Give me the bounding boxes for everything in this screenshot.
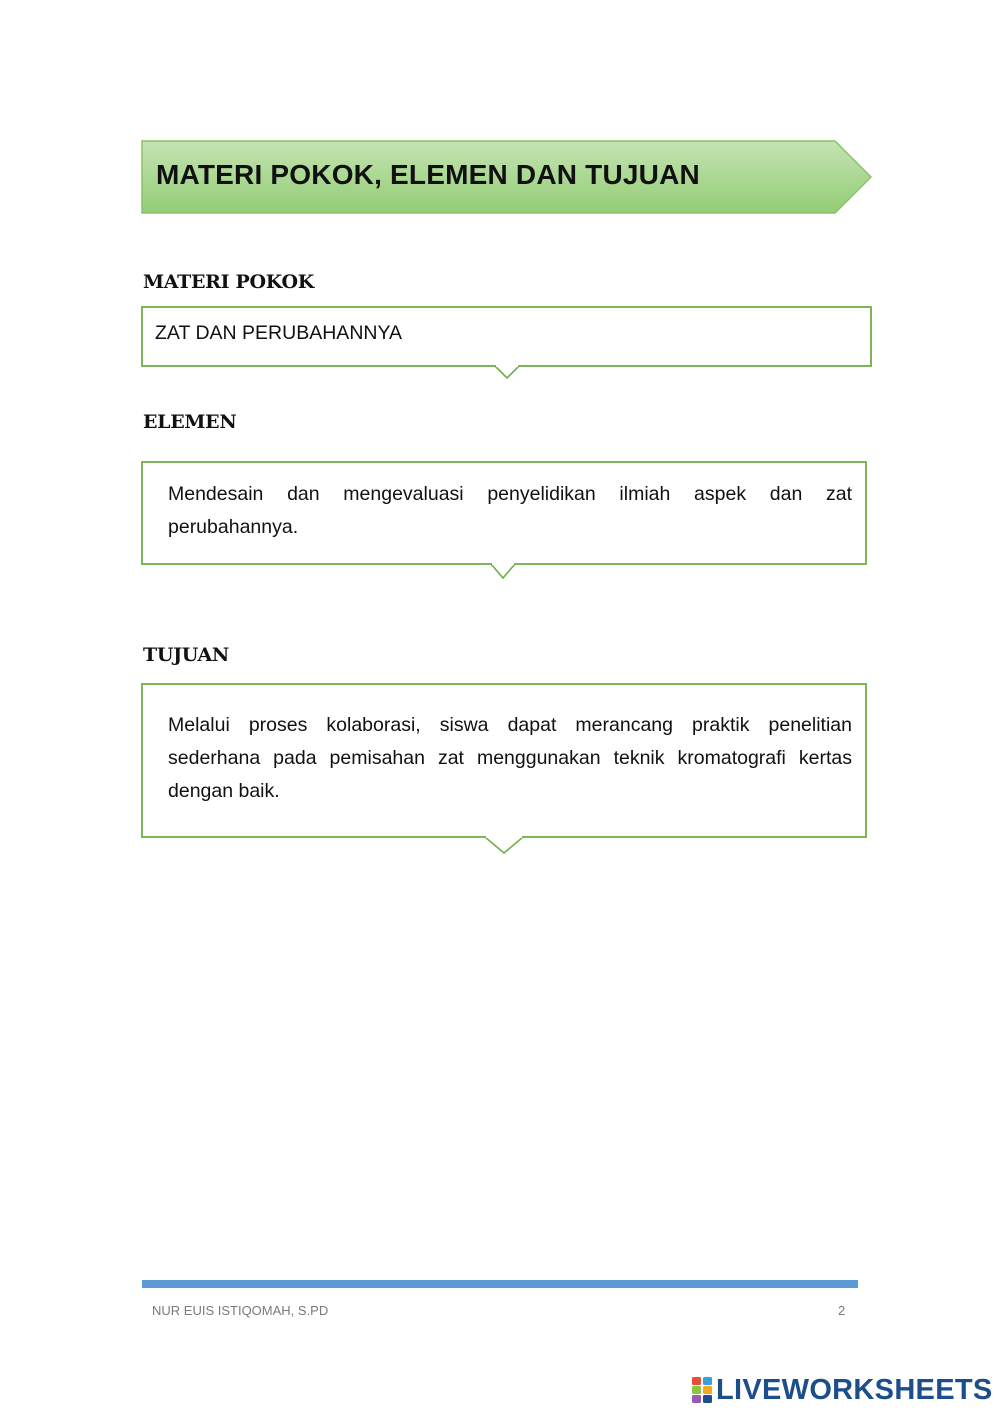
liveworksheets-logo-icon [692,1377,712,1403]
footer-divider [142,1280,858,1288]
title-banner [141,140,873,215]
brand-watermark [692,1373,993,1407]
elemen-text: Mendesain dan mengevaluasi penyelidikan ilmiah aspek dan zat perubahannya. [168,483,852,538]
tujuan-text: Melalui proses kolaborasi, siswa dapat merancang praktik penelitian sederhana pada pemisahan zat menggunakan teknik kromatografi kertas dengan baik. [168,714,852,802]
materi-pokok-text: ZAT DAN PERUBAHANNYA [155,322,403,344]
heading-tujuan: TUJUAN [143,644,229,666]
materi-pokok-box [141,306,873,382]
tujuan-box [141,683,869,859]
heading-elemen: ELEMEN [143,411,237,433]
page-title: MATERI POKOK, ELEMEN DAN TUJUAN [156,159,700,190]
footer-author: NUR EUIS ISTIQOMAH, S.PD [152,1303,329,1318]
page-number: 2 [838,1303,846,1318]
heading-materi-pokok: MATERI POKOK [143,271,314,293]
brand-name: LIVEWORKSHEETS [716,1373,993,1406]
elemen-box [141,461,869,585]
